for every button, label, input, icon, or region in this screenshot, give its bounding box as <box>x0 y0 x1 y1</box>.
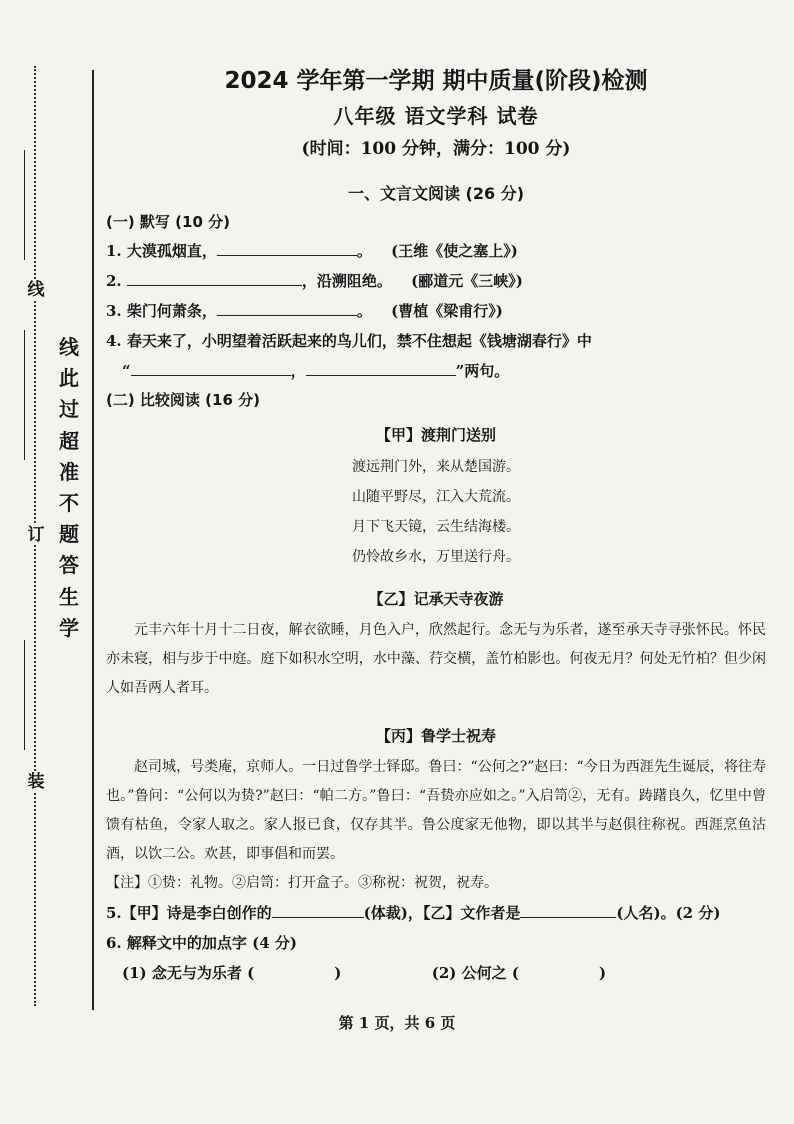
text-bing-body: 赵司城，号类庵，京师人。一日过鲁学士铎邸。鲁曰：“公何之?”赵曰：“今日为西涯先生诞辰，将往寿也。”鲁问：“公何以为贽?”赵曰：“帕二方。”鲁曰：“吾贽亦应如之。”入启笥②，无有。踌躇良久，忆里中曾馈有枯鱼，令家人取之。家人报已食，仅存其半。鲁公度家无他物，即以其半与赵俱往称祝。西涯烹鱼沽酒，以饮二公。欢甚，即事倡和而罢。 <box>106 759 766 862</box>
annotation: 【注】①贽：礼物。②启笥：打开盒子。③称祝：祝贺，祝寿。 <box>106 875 498 891</box>
answer-blank[interactable] <box>127 269 302 286</box>
notice-char: 题 <box>59 522 79 547</box>
name-blank-bottom <box>24 640 25 750</box>
notice-char: 学 <box>59 615 79 640</box>
question-2: 2. ，沿溯阻绝。 (郦道元《三峡》) <box>106 266 766 296</box>
name-blank-top <box>24 150 25 260</box>
poem-line: 仍怜故乡水，万里送行舟。 <box>352 549 520 565</box>
answer-blank[interactable] <box>131 359 291 376</box>
section-heading: 一、文言文阅读 (26 分) <box>347 184 525 203</box>
binding-word-zhuang: 装 <box>27 772 45 792</box>
notice-char: 生 <box>59 584 79 609</box>
notice-char: 过 <box>59 397 79 422</box>
part1-heading: (一) 默写 (10 分) <box>106 213 230 231</box>
binding-solid-line <box>92 70 94 1010</box>
notice-char: 此 <box>59 366 79 391</box>
part2-heading: (二) 比较阅读 (16 分) <box>106 391 260 409</box>
question-4-answer: “ ， ”两句。 <box>106 356 766 386</box>
question-6: 6. 解释文中的加点字 (4 分) <box>106 934 297 952</box>
binding-word-xian: 线 <box>27 280 45 300</box>
binding-margin <box>0 0 100 1124</box>
poem-line: 山随平野尽，江入大荒流。 <box>352 489 520 505</box>
question-1: 1. 大漠孤烟直， 。 (王维《使之塞上》) <box>106 236 766 266</box>
question-5: 5.【甲】诗是李白创作的 (体裁)，【乙】文作者是 (人名)。(2 分) <box>106 898 766 928</box>
binding-word-ding: 订 <box>27 525 45 545</box>
answer-blank[interactable] <box>217 299 357 316</box>
answer-blank[interactable] <box>306 359 456 376</box>
answer-blank[interactable] <box>217 239 357 256</box>
answer-blank[interactable] <box>272 901 364 918</box>
question-4: 4. 春天来了，小明望着活跃起来的鸟儿们，禁不住想起《钱塘湖春行》中 <box>106 332 592 350</box>
exam-title: 2024 学年第一学期 期中质量(阶段)检测 <box>224 68 648 94</box>
text-bing-title: 【丙】鲁学士祝寿 <box>375 727 496 745</box>
notice-char: 答 <box>59 553 79 578</box>
exam-subtitle: 八年级 语文学科 试卷 <box>333 104 539 128</box>
notice-char: 准 <box>59 459 79 484</box>
poem-line: 月下飞天镜，云生结海楼。 <box>352 519 520 535</box>
question-3: 3. 柴门何萧条， 。 (曹植《梁甫行》) <box>106 296 766 326</box>
notice-char: 超 <box>59 428 79 453</box>
notice-char: 线 <box>59 335 79 359</box>
poem-jia-title: 【甲】渡荆门送别 <box>375 426 496 444</box>
name-blank-middle <box>24 330 25 460</box>
exam-content <box>106 62 766 988</box>
binding-notice <box>54 332 84 644</box>
answer-blank[interactable] <box>520 901 616 918</box>
text-yi-title: 【乙】记承天寺夜游 <box>368 590 504 608</box>
exam-info: (时间：100 分钟，满分：100 分) <box>301 139 571 159</box>
text-yi-body: 元丰六年十月十二日夜，解衣欲睡，月色入户，欣然起行。念无与为乐者，遂至承天寺寻张怀民。怀民亦未寝，相与步于中庭。庭下如积水空明，水中藻、荇交横，盖竹柏影也。何夜无月？何处无竹柏？但少闲人如吾两人者耳。 <box>106 622 766 696</box>
question-6-items: (1) 念无与为乐者 ( ) (2) 公何之 ( ) <box>122 964 607 982</box>
page-footer: 第 1 页，共 6 页 <box>338 1014 456 1032</box>
poem-line: 渡远荆门外，来从楚国游。 <box>352 459 520 475</box>
notice-char: 不 <box>59 491 79 516</box>
